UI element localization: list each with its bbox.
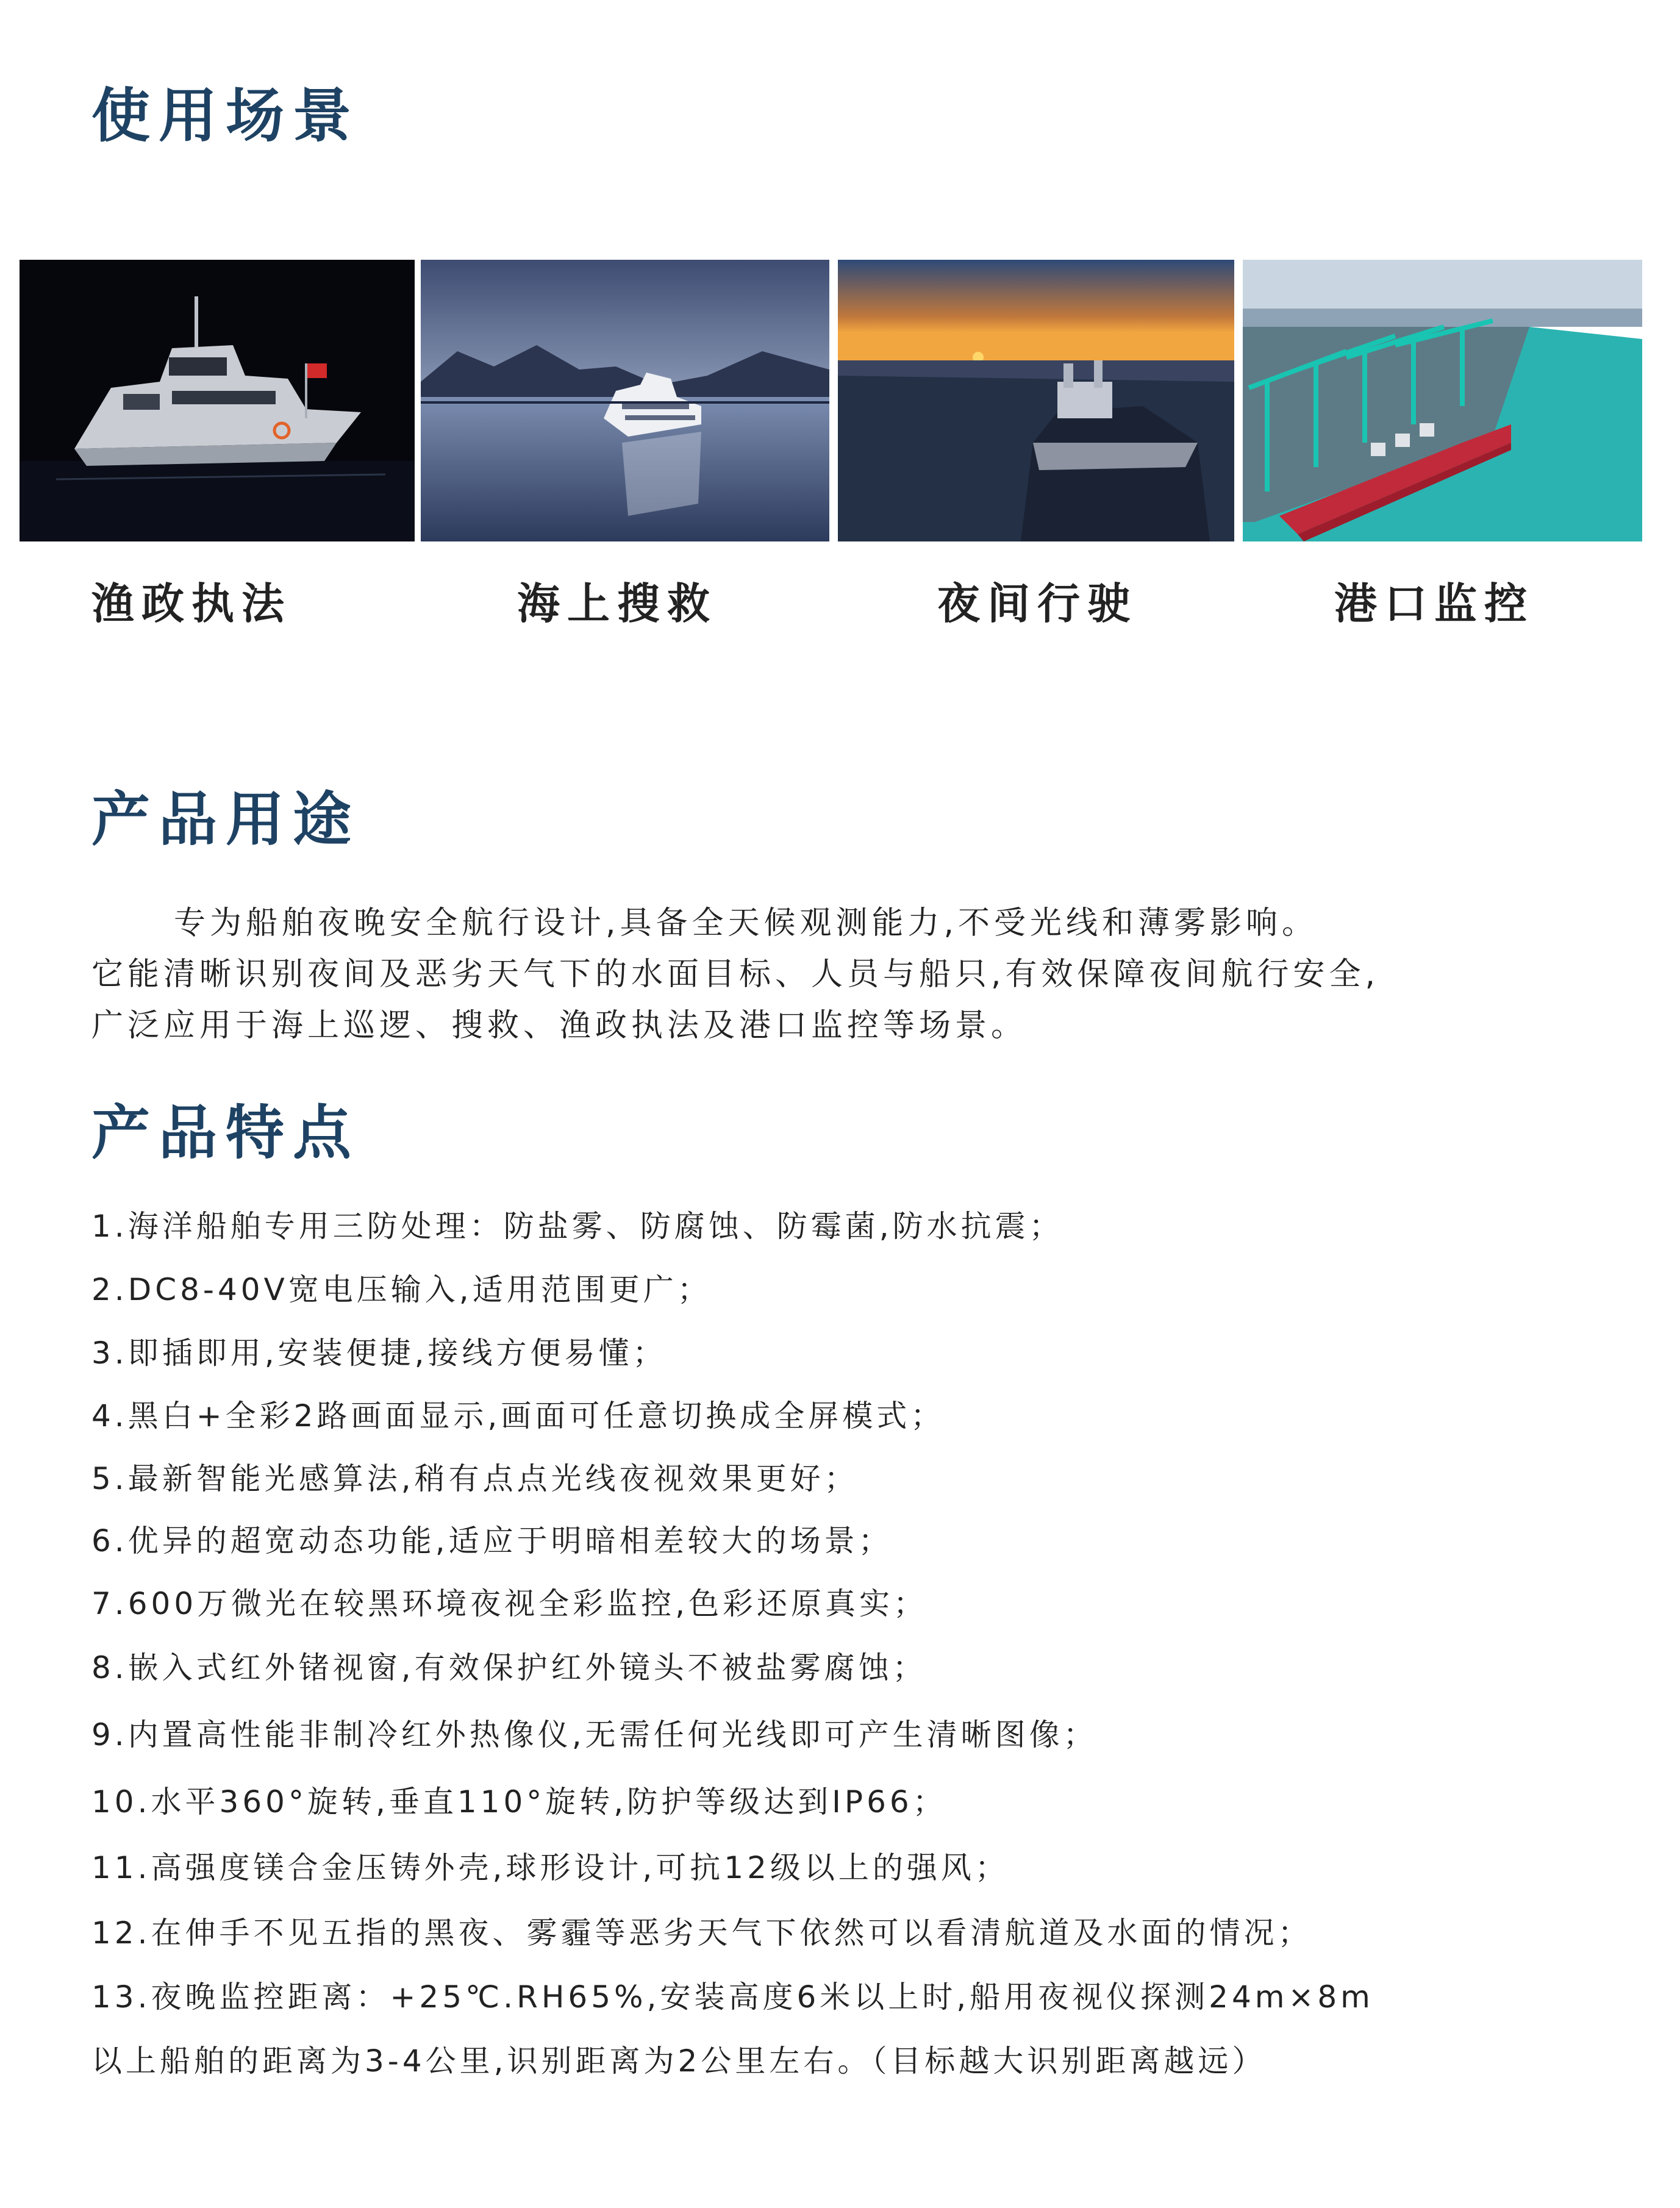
usage-paragraph-line: 专为船舶夜晚安全航行设计,具备全天候观测能力,不受光线和薄雾影响。: [174, 905, 1318, 941]
section-title-features: 产品特点: [91, 1099, 360, 1167]
photo-night-sailing: [838, 260, 1234, 541]
feature-item: 7.600万微光在较黑环境夜视全彩监控,色彩还原真实；: [91, 1586, 928, 1621]
section-title-scenes: 使用场景: [91, 82, 360, 150]
feature-item: 12.在伸手不见五指的黑夜、雾霾等恶劣天气下依然可以看清航道及水面的情况；: [91, 1915, 1312, 1951]
usage-paragraph-line: 广泛应用于海上巡逻、搜救、渔政执法及港口监控等场景。: [91, 1007, 1028, 1044]
feature-item: 10.水平360°旋转,垂直110°旋转,防护等级达到IP66；: [91, 1784, 947, 1820]
feature-item: 3.即插即用,安装便捷,接线方便易懂；: [91, 1335, 667, 1371]
feature-item: 6.优异的超宽动态功能,适应于明暗相差较大的场景；: [91, 1523, 893, 1559]
photo-port-monitoring: [1243, 260, 1642, 541]
feature-item: 4.黑白+全彩2路画面显示,画面可任意切换成全屏模式；: [91, 1398, 945, 1434]
photo-sea-rescue: [421, 260, 829, 541]
photo-fishery-enforcement: [20, 260, 415, 541]
scene-caption: 港口监控: [1334, 579, 1534, 629]
feature-item: 11.高强度镁合金压铸外壳,球形设计,可抗12级以上的强风；: [91, 1850, 1009, 1885]
feature-item-continued: 以上船舶的距离为3-4公里,识别距离为2公里左右。（目标越大识别距离越远）: [91, 2043, 1267, 2079]
scene-caption: 海上搜救: [517, 579, 717, 629]
usage-paragraph-line: 它能清晰识别夜间及恶劣天气下的水面目标、人员与船只,有效保障夜间航行安全,: [91, 956, 1380, 993]
feature-item: 13.夜晚监控距离：+25℃.RH65%,安装高度6米以上时,船用夜视仪探测24m×8m: [91, 1979, 1374, 2015]
feature-item: 8.嵌入式红外锗视窗,有效保护红外镜头不被盐雾腐蚀；: [91, 1650, 927, 1685]
scene-caption: 渔政执法: [91, 579, 291, 629]
section-title-usage: 产品用途: [91, 785, 360, 854]
feature-item: 9.内置高性能非制冷红外热像仪,无需任何光线即可产生清晰图像；: [91, 1717, 1098, 1752]
scene-caption: 夜间行驶: [937, 579, 1137, 629]
feature-item: 2.DC8-40V宽电压输入,适用范围更广；: [91, 1272, 712, 1307]
feature-item: 5.最新智能光感算法,稍有点点光线夜视效果更好；: [91, 1461, 859, 1496]
feature-item: 1.海洋船舶专用三防处理：防盐雾、防腐蚀、防霉菌,防水抗震；: [91, 1209, 1063, 1244]
